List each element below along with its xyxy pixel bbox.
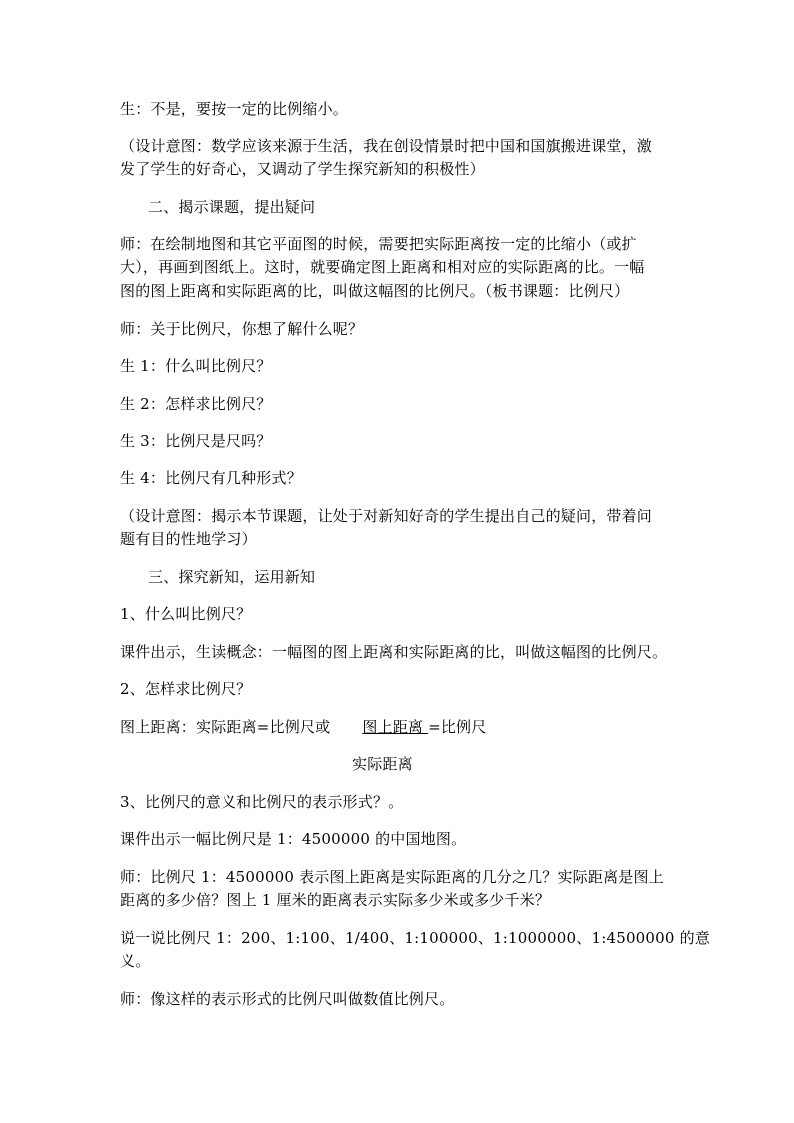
teacher-question: 师：关于比例尺，你想了解什么呢？ (120, 320, 364, 338)
section-heading-3: 三、探究新知，运用新知 (148, 568, 316, 586)
teacher-scale-question-line-2: 距离的多少倍？图上 1 厘米的距离表示实际多少米或多少千米？ (120, 891, 551, 909)
design-intent-line-2: 发了学生的好奇心，又调动了学生探究新知的积极性） (120, 160, 485, 178)
teacher-scale-question-line-1: 师：比例尺 1：4500000 表示图上距离是实际距离的几分之几？实际距离是图上 (120, 868, 664, 886)
student-question-1: 生 1：什么叫比例尺？ (120, 357, 272, 375)
student-question-4: 生 4：比例尺有几种形式？ (120, 469, 302, 487)
question-1: 1、什么叫比例尺？ (120, 605, 252, 623)
scale-meaning-line-1: 说一说比例尺 1：200、1:100、1/400、1:100000、1:1000000、1:4500000 的意 (120, 929, 711, 947)
formula-line (120, 716, 680, 738)
student-question-2: 生 2：怎样求比例尺？ (120, 395, 272, 413)
teacher-paragraph-line-2: 大），再画到图纸上。这时，就要确定图上距离和相对应的实际距离的比。一幅 (120, 258, 645, 276)
paragraph-student-answer: 生：不是，要按一定的比例缩小。 (120, 100, 349, 118)
design-intent-line-1: （设计意图：数学应该来源于生活，我在创设情景时把中国和国旗搬进课堂，激 (120, 137, 653, 155)
formula-numerator: 图上距离 (362, 718, 429, 736)
question-2: 2、怎样求比例尺？ (120, 680, 252, 698)
formula-equals-scale: =比例尺 (428, 718, 487, 736)
teacher-paragraph-line-1: 师：在绘制地图和其它平面图的时候，需要把实际距离按一定的比缩小（或扩 (120, 235, 637, 253)
formula-ratio-text: 图上距离：实际距离=比例尺或 (120, 718, 331, 736)
section-heading-2: 二、揭示课题，提出疑问 (148, 198, 316, 216)
numeric-scale-statement: 师：像这样的表示形式的比例尺叫做数值比例尺。 (120, 990, 455, 1008)
teacher-paragraph-line-3: 图的图上距离和实际距离的比，叫做这幅图的比例尺。（板书课题：比例尺） (120, 282, 630, 300)
student-question-3: 生 3：比例尺是尺吗？ (120, 432, 272, 450)
concept-definition: 课件出示，生读概念：一幅图的图上距离和实际距离的比，叫做这幅图的比例尺。 (120, 643, 668, 661)
design-intent-2-line-1: （设计意图：揭示本节课题，让处于对新知好奇的学生提出自己的疑问，带着问 (120, 507, 653, 525)
question-3: 3、比例尺的意义和比例尺的表示形式？。 (120, 793, 404, 811)
formula-denominator: 实际距离 (352, 755, 413, 773)
scale-meaning-line-2: 义。 (120, 952, 151, 970)
courseware-map: 课件出示一幅比例尺是 1：4500000 的中国地图。 (120, 830, 467, 848)
design-intent-2-line-2: 题有目的性地学习） (120, 530, 257, 548)
